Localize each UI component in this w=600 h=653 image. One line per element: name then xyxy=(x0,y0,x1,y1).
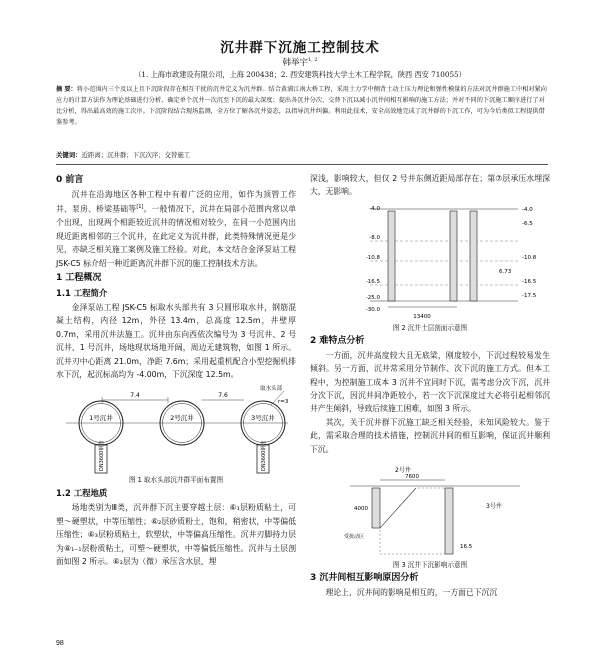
section-1-heading: 1 工程概况 xyxy=(56,273,102,284)
figure-2 xyxy=(310,201,550,323)
fig2-well-wall-mid xyxy=(450,211,457,301)
citation-1: [1] xyxy=(136,204,144,211)
section-0-text-b: 。一般情况下，沉井在局部小范围内常以单个出现，出现两个相距较近沉井的情况相对较少，在同一小范围内出现近距离相邻的三个沉井，在此定义为沉井群，此类特殊情况更是少见，亦缺乏相关施工案例及施工经验。对此，本文结合金泽泵站工程 JSK-C5 标介绍一种近距离沉井群下沉的施工控制技术方法。 xyxy=(56,205,296,268)
section-2-paragraph-2: 其次，关于沉井群下沉施工缺乏相关经验，未知风险较大。鉴于此，需采取合理的技术措施，控制沉井间的相互影响，保证沉井顺利下沉。 xyxy=(310,417,550,454)
left-column xyxy=(56,172,296,569)
right-column-continuation: 深浅，影响较大，但仅 2 号井东侧近距局部存在；第⑦层承压水埋深大，无影响。 xyxy=(310,174,550,197)
fig3-well-2-wall xyxy=(372,488,380,528)
fig2-level-r5: -17.5 xyxy=(522,292,537,299)
abstract-label: 摘 要： xyxy=(56,86,77,93)
fig2-level-r1: -4.0 xyxy=(522,206,533,213)
abstract-text: 将小范围内三个及以上且下沉阶段存在相互干扰的沉井定义为沉井群。结合黄浦江南大桥工程，采用土力学中侧背土动土压力理论和弹性模量的方法对沉井群施工中相对紧向应力的计算方法作为理论基础进行分析，确定单个沉井一次沉至下沉的最大深度；提出各沉井分次、交替下沉以减小沉井间相互影响的施工方法；并对不同的下沉施工顺序进行了对比分析，得出最高效的施工次序。下沉阶段结合现场监测，全方位了解各沉井姿态，以指导沉井纠偏。利用此技术，安全高效地完成了沉井群的下沉工作，可为今后类似工程提供借鉴参考。 xyxy=(56,86,547,126)
fig2-well-wall-left xyxy=(388,211,395,301)
fig2-level-r4: -16.5 xyxy=(522,278,537,285)
section-0-text-a: 沉井在沿海地区各种工程中有着广泛的应用，如作为顶管工作井、泵房、桥梁基础等 xyxy=(56,190,296,214)
fig1-well-1-label: 1号沉井 xyxy=(89,414,113,423)
fig2-level-40: -4.0 xyxy=(369,205,380,212)
fig2-well-wall-right xyxy=(470,211,477,301)
keywords-label: 关键词： xyxy=(56,151,82,159)
fig2-level-300: -30.0 xyxy=(365,306,380,313)
keywords-text: 近距离；沉井群；下沉次序；交替施工 xyxy=(81,151,191,159)
fig3-dim-7600: 7600 xyxy=(405,474,419,481)
section-3-paragraph: 理论上，沉井间的影响是相互的，一方面已下沉沉 xyxy=(325,588,498,598)
header-divider xyxy=(56,164,548,165)
fig3-dim-165: 16.5 xyxy=(460,544,473,551)
fig1-pipe-right-label: DN3600钢管 xyxy=(261,441,267,472)
fig1-well-2-label: 2号沉井 xyxy=(170,414,194,423)
section-1-2-paragraph: 场地类别为Ⅲ类，沉井群下沉主要穿越土层：⑥₁层粉质粘土，可塑～硬塑状，中等压缩性；⑥₂层砂质粉土，饱和，稍密状，中等偏低压缩性；⑥₃层粉质粘土，软塑状，中等偏高压缩性。沉井刃脚持力层为⑧₁₋₁层粉质粘土，可塑～硬塑状，中等偏低压缩性。沉井与土层剖面如图 2 所示。⑥₂层为（微）承压含水层，埋 xyxy=(56,503,296,567)
section-1-1-heading: 1.1 工程简介 xyxy=(56,288,108,299)
fig3-well-3-wall xyxy=(445,488,453,554)
fig1-intake-label: 取水头部 xyxy=(260,386,283,393)
abstract xyxy=(56,84,548,128)
figure-2-caption: 图 2 沉井土层剖面示意图 xyxy=(392,323,468,332)
keywords xyxy=(56,150,548,160)
fig2-level-r3: -10.8 xyxy=(522,254,537,261)
paper-title: 沉井群下沉施工控制技术 xyxy=(220,40,380,56)
fig3-note: 受扰动区 xyxy=(344,534,365,541)
page-number: 98 xyxy=(56,640,64,647)
fig2-level-r2: -6.5 xyxy=(522,220,533,227)
figure-1-caption: 图 1 取水头部沉井群平面布置图 xyxy=(128,476,224,485)
author-name: 韩举宇 xyxy=(282,58,308,68)
fig1-pipe-left-label: DN3600钢管 xyxy=(99,441,105,472)
fig3-well-2-label: 2号井 xyxy=(395,467,411,475)
figure-3 xyxy=(310,458,550,560)
fig2-level-80: -8.0 xyxy=(369,234,380,241)
section-1-2-heading: 1.2 工程地质 xyxy=(56,488,108,499)
fig1-well-3-label: 3号沉井 xyxy=(251,414,275,423)
fig2-dim-right: 6.73 xyxy=(499,268,512,275)
author-affiliation-marks: 1, 2 xyxy=(307,57,318,64)
section-2-paragraph-1: 一方面，沉井高度较大且无底梁，刚度较小，下沉过程较易发生倾斜。另一方面，沉井常采用分节制作、次下沉的施工方式。但本工程中，为控制施工成本 3 沉井不宜同时下沉，需考虑分次下沉，沉井分次下沉，因沉井间净距较小，若一次下沉深度过大必将引起相邻沉井产生倾斜，导致后续施工困难，如图 3 所示。 xyxy=(310,350,550,414)
fig2-level-250: -25.0 xyxy=(365,294,380,301)
section-2-heading: 2 难特点分析 xyxy=(310,335,365,346)
fig2-level-165: -16.5 xyxy=(365,278,380,285)
section-0-paragraph xyxy=(56,188,296,270)
fig1-dim-76: 7.6 xyxy=(218,392,228,400)
fig2-dim-bottom: 13400 xyxy=(413,313,431,320)
fig3-disturbed-zone xyxy=(380,488,445,554)
figure-3-caption: 图 3 沉井下沉影响示意图 xyxy=(392,561,468,570)
fig3-well-3-label: 3号井 xyxy=(486,503,502,511)
affiliation: （1. 上海市政建设有限公司，上海 200438；2. 西安建筑科技大学土木工程学院，陕西 西安 710055） xyxy=(134,70,466,79)
figure-1 xyxy=(56,383,296,475)
fig3-dim-4000: 4000 xyxy=(354,506,368,513)
section-1-1-paragraph: 金泽泵站工程 JSK-C5 标取水头部共有 3 只圆形取水井，钢筋混凝土结构，内径 12m，外径 13.4m，总高度 12.5m，井壁厚 0.7m，采用沉井法施工。沉井由东向西依次编号为 3 号沉井、2 号沉井、1 号沉井，场地现状场地开阔，周边无建筑物，如图 1 所示。沉井刃中心距离 21.0m，净距 7.6m；采用起重机配合小型挖掘机排水下沉，起沉标高均为 -4.00m，下沉深度 12.5m。 xyxy=(56,303,296,380)
author-line xyxy=(0,56,600,68)
section-0-heading: 0 前言 xyxy=(56,175,84,185)
section-3-heading: 3 沉井间相互影响原因分析 xyxy=(310,573,419,584)
fig1-radius-label: r=3 xyxy=(278,399,289,406)
fig2-level-108: -10.8 xyxy=(365,254,380,261)
fig1-dim-74: 7.4 xyxy=(130,392,140,400)
right-column xyxy=(310,172,550,599)
